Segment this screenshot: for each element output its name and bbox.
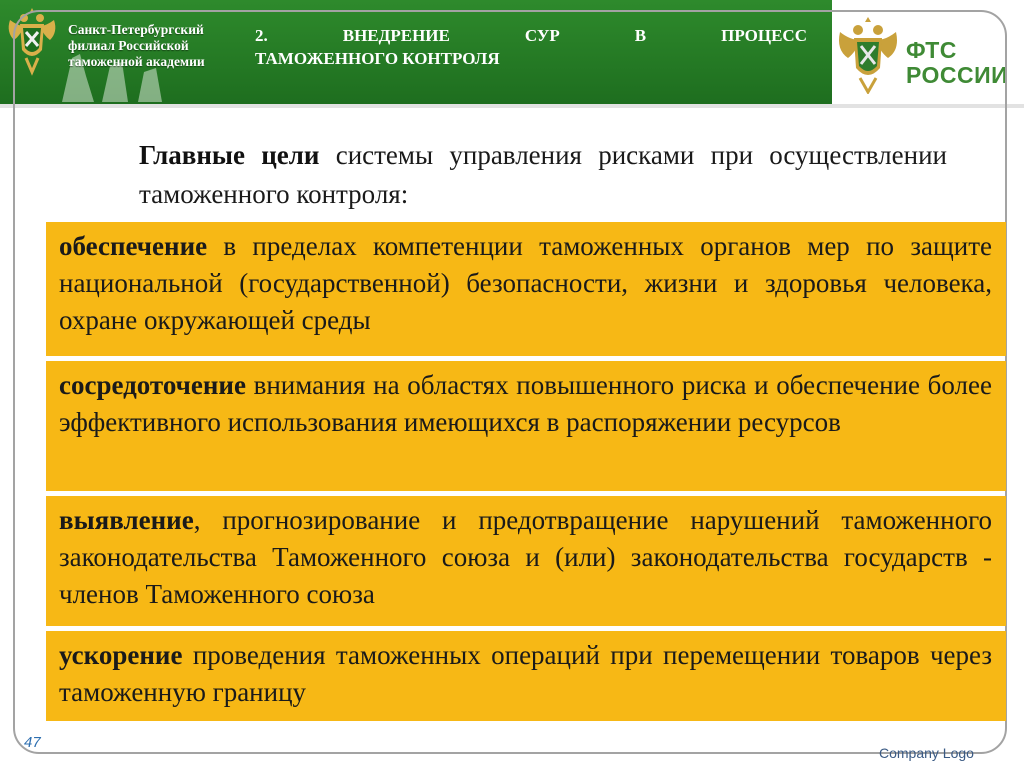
academy-line: филиал Российской [68, 38, 189, 53]
title-word: 2. [255, 26, 268, 45]
goal-text: внимания на областях повышенного риска и обеспечение более эффективного использования имеющихся в распоряжении ресурсов [59, 370, 992, 437]
goals-list [46, 222, 1006, 721]
goal-item [46, 631, 1006, 721]
goal-keyword: выявление [59, 505, 194, 535]
title-word: ПРОЦЕСС [721, 26, 807, 45]
goal-item [46, 222, 1006, 356]
title-word: СУР [524, 26, 560, 45]
academy-line: Санкт-Петербургский [68, 22, 204, 37]
title-line-2: ТАМОЖЕННОГО КОНТРОЛЯ [255, 49, 500, 68]
company-logo-text: Company Logo [879, 745, 974, 761]
title-word: В [634, 26, 647, 45]
page-number: 47 [24, 734, 41, 751]
goal-text: , прогнозирование и предотвращение нарушений таможенного законодательства Таможенного союза и (или) законодательства государств - членов Таможенного союза [59, 505, 992, 609]
goal-keyword: сосредоточение [59, 370, 246, 400]
fts-line: РОССИИ [906, 62, 1009, 88]
goal-item [46, 496, 1006, 626]
goal-keyword: обеспечение [59, 231, 208, 261]
fts-line: ФТС [906, 37, 957, 63]
title-word: ВНЕДРЕНИЕ [342, 26, 450, 45]
goal-keyword: ускорение [59, 640, 183, 670]
goal-text: в пределах компетенции таможенных органов мер по защите национальной (государственной) безопасности, жизни и здоровья человека, охране окружающей среды [59, 231, 992, 335]
intro-text: системы управления рисками при осуществлении таможенного контроля: [139, 140, 947, 209]
academy-line: таможенной академии [68, 54, 205, 69]
intro-bold: Главные цели [139, 140, 320, 170]
goal-item [46, 361, 1006, 491]
goal-text: проведения таможенных операций при перемещении товаров через таможенную границу [59, 640, 992, 707]
intro-paragraph [139, 136, 947, 214]
